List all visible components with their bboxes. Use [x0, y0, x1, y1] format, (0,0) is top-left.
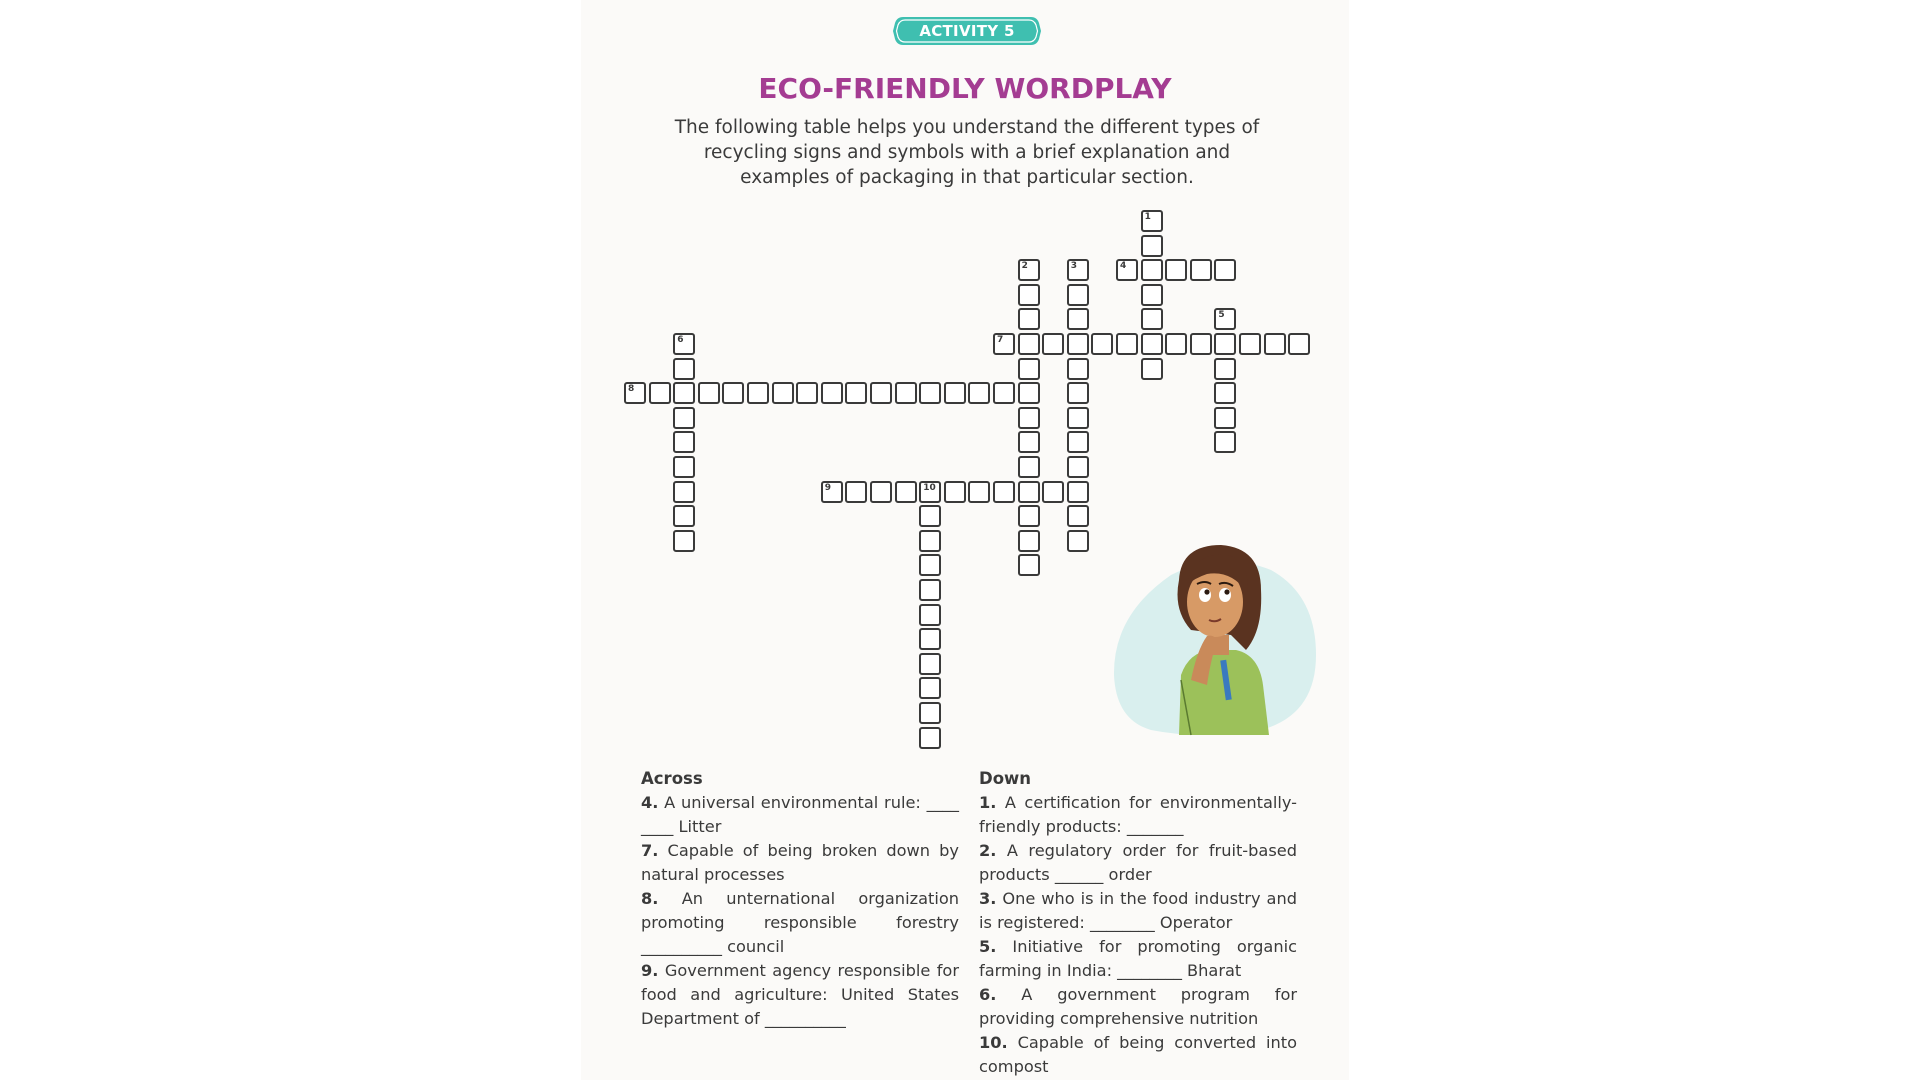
- crossword-cell[interactable]: [1141, 284, 1163, 306]
- crossword-cell[interactable]: [895, 481, 917, 503]
- crossword-cell[interactable]: [1214, 308, 1236, 330]
- crossword-cell[interactable]: [1067, 530, 1089, 552]
- clue-number: 7.: [641, 841, 659, 860]
- clue-text: Capable of being broken down by natural processes: [641, 841, 959, 884]
- crossword-cell[interactable]: [993, 382, 1015, 404]
- crossword-cell[interactable]: [1018, 431, 1040, 453]
- crossword-cell[interactable]: [673, 481, 695, 503]
- crossword-cell[interactable]: [1018, 407, 1040, 429]
- crossword-cell[interactable]: [1141, 235, 1163, 257]
- crossword-cell[interactable]: [673, 456, 695, 478]
- crossword-cell[interactable]: [649, 382, 671, 404]
- crossword-cell[interactable]: [1042, 481, 1064, 503]
- clue-number-label: 1: [1144, 212, 1151, 222]
- clue-text: A government program for providing comprehensive nutrition: [979, 985, 1297, 1028]
- crossword-cell[interactable]: [1067, 333, 1089, 355]
- down-clue-5: [979, 935, 1297, 983]
- crossword-cell[interactable]: [673, 505, 695, 527]
- clue-number-label: 9: [824, 482, 832, 493]
- crossword-cell[interactable]: [1067, 505, 1089, 527]
- clue-number-label: 7: [997, 335, 1004, 345]
- crossword-cell[interactable]: [944, 382, 966, 404]
- crossword-cell[interactable]: [993, 333, 1015, 355]
- down-clue-3: [979, 887, 1297, 935]
- crossword-cell[interactable]: [944, 481, 966, 503]
- clue-number: 10.: [979, 1033, 1008, 1052]
- crossword-cell[interactable]: [870, 481, 892, 503]
- clue-number-label: 10: [923, 482, 936, 493]
- crossword-cell[interactable]: [1018, 481, 1040, 503]
- crossword-cell[interactable]: [1018, 505, 1040, 527]
- badge-label: ACTIVITY 5: [919, 22, 1015, 40]
- crossword-cell[interactable]: [845, 481, 867, 503]
- worksheet-page: [581, 0, 1349, 1080]
- crossword-cell[interactable]: [919, 727, 941, 749]
- crossword-cell[interactable]: [1067, 358, 1089, 380]
- crossword-cell[interactable]: [919, 653, 941, 675]
- crossword-cell[interactable]: [845, 382, 867, 404]
- crossword-cell[interactable]: [1042, 333, 1064, 355]
- clue-number-label: 5: [1218, 310, 1225, 321]
- crossword-cell[interactable]: [673, 431, 695, 453]
- crossword-cell[interactable]: [1067, 284, 1089, 306]
- crossword-cell[interactable]: [1018, 284, 1040, 306]
- crossword-cell[interactable]: [1067, 259, 1089, 281]
- crossword-cell[interactable]: [1141, 259, 1163, 281]
- crossword-cell[interactable]: [673, 358, 695, 380]
- crossword-cell[interactable]: [919, 677, 941, 699]
- crossword-cell[interactable]: [1214, 259, 1236, 281]
- clue-number: 2.: [979, 841, 997, 860]
- crossword-cell[interactable]: [895, 382, 917, 404]
- crossword-cell[interactable]: [673, 530, 695, 552]
- crossword-cell[interactable]: [1067, 456, 1089, 478]
- crossword-cell[interactable]: [772, 382, 794, 404]
- crossword-cell[interactable]: [673, 407, 695, 429]
- crossword-cell[interactable]: [919, 505, 941, 527]
- crossword-cell[interactable]: [1018, 333, 1040, 355]
- clue-number: 6.: [979, 985, 997, 1004]
- crossword-cell[interactable]: [1067, 481, 1089, 503]
- crossword-cell[interactable]: [1214, 407, 1236, 429]
- thinking-girl-illustration: [1111, 540, 1321, 740]
- clue-text: Initiative for promoting organic farming in India: ________ Bharat: [979, 937, 1297, 980]
- crossword-cell[interactable]: [1141, 358, 1163, 380]
- crossword-cell[interactable]: [1288, 333, 1310, 355]
- across-clue-7: [641, 839, 959, 887]
- clue-number-label: 6: [677, 335, 684, 345]
- crossword-cell[interactable]: [698, 382, 720, 404]
- across-clue-9: [641, 959, 959, 1031]
- crossword-cell[interactable]: [919, 530, 941, 552]
- intro-paragraph: The following table helps you understand the different types of recycling signs and symbols with a brief explanation and examples of packaging in that particular section.: [674, 117, 1260, 188]
- page-title: ECO-FRIENDLY WORDPLAY: [758, 72, 1172, 105]
- clue-text: One who is in the food industry and is registered: ________ Operator: [979, 889, 1297, 932]
- clue-number-label: 4: [1120, 261, 1127, 272]
- across-clues: [641, 767, 959, 1031]
- crossword-cell[interactable]: [1190, 333, 1212, 355]
- clue-text: A certification for environmentally-friendly products: _______: [979, 793, 1297, 836]
- crossword-cell[interactable]: [1116, 333, 1138, 355]
- crossword-cell[interactable]: [993, 481, 1015, 503]
- crossword-cell[interactable]: [919, 579, 941, 601]
- crossword-cell[interactable]: [968, 382, 990, 404]
- crossword-cell[interactable]: [1141, 333, 1163, 355]
- down-heading: Down: [979, 769, 1032, 788]
- crossword-cell[interactable]: [1165, 259, 1187, 281]
- crossword-cell[interactable]: [673, 333, 695, 355]
- clue-number: 9.: [641, 961, 659, 980]
- crossword-cell[interactable]: [919, 481, 941, 503]
- crossword-cell[interactable]: [796, 382, 818, 404]
- crossword-cell[interactable]: [1141, 308, 1163, 330]
- clue-text: Government agency responsible for food and agriculture: United States Department of __________: [641, 961, 959, 1028]
- crossword-cell[interactable]: [1239, 333, 1261, 355]
- down-clue-1: [979, 791, 1297, 839]
- crossword-cell[interactable]: [1018, 259, 1040, 281]
- clue-number: 4.: [641, 793, 659, 812]
- crossword-cell[interactable]: [722, 382, 744, 404]
- crossword-cell[interactable]: [1214, 382, 1236, 404]
- crossword-cell[interactable]: [1141, 210, 1163, 232]
- crossword-cell[interactable]: [1165, 333, 1187, 355]
- crossword-cell[interactable]: [919, 702, 941, 724]
- crossword-cell[interactable]: [673, 382, 695, 404]
- clue-text: A universal environmental rule: ____ ____ Litter: [641, 793, 959, 836]
- clue-number-label: 3: [1070, 261, 1078, 272]
- crossword-cell[interactable]: [1067, 431, 1089, 453]
- crossword-cell[interactable]: [1018, 456, 1040, 478]
- crossword-cell[interactable]: [1264, 333, 1286, 355]
- clue-number: 3.: [979, 889, 997, 908]
- clue-number: 1.: [979, 793, 997, 812]
- crossword-cell[interactable]: [1214, 358, 1236, 380]
- crossword-cell[interactable]: [1116, 259, 1138, 281]
- down-clue-10: [979, 1031, 1297, 1079]
- down-clue-2: [979, 839, 1297, 887]
- clue-text: An unternational organization promoting responsible forestry __________ council: [641, 889, 959, 956]
- clue-number-label: 2: [1021, 261, 1028, 272]
- clue-number: 5.: [979, 937, 997, 956]
- clue-number: 8.: [641, 889, 659, 908]
- crossword-cell[interactable]: [1018, 308, 1040, 330]
- crossword-cell[interactable]: [919, 628, 941, 650]
- crossword-cell[interactable]: [1018, 382, 1040, 404]
- crossword-cell[interactable]: [747, 382, 769, 404]
- crossword-cell[interactable]: [1214, 431, 1236, 453]
- clue-text: A regulatory order for fruit-based products ______ order: [979, 841, 1297, 884]
- crossword-cell[interactable]: [919, 604, 941, 626]
- across-heading: Across: [641, 769, 703, 788]
- crossword-cell[interactable]: [821, 481, 843, 503]
- crossword-cell[interactable]: [919, 382, 941, 404]
- crossword-cell[interactable]: [1190, 259, 1212, 281]
- crossword-cell[interactable]: [968, 481, 990, 503]
- clue-text: Capable of being converted into compost: [979, 1033, 1297, 1076]
- crossword-cell[interactable]: [919, 554, 941, 576]
- across-clue-4: [641, 791, 959, 839]
- crossword-cell[interactable]: [870, 382, 892, 404]
- crossword-cell[interactable]: [1214, 333, 1236, 355]
- crossword-cell[interactable]: [1018, 358, 1040, 380]
- down-clues: [979, 767, 1297, 1079]
- crossword-cell[interactable]: [1067, 308, 1089, 330]
- crossword-cell[interactable]: [624, 382, 646, 404]
- crossword-cell[interactable]: [1018, 530, 1040, 552]
- down-clue-6: [979, 983, 1297, 1031]
- crossword-cell[interactable]: [821, 382, 843, 404]
- crossword-cell[interactable]: [1018, 554, 1040, 576]
- clue-number-label: 8: [628, 384, 635, 395]
- crossword-cell[interactable]: [1091, 333, 1113, 355]
- crossword-cell[interactable]: [1067, 407, 1089, 429]
- across-clue-8: [641, 887, 959, 959]
- crossword-cell[interactable]: [1067, 382, 1089, 404]
